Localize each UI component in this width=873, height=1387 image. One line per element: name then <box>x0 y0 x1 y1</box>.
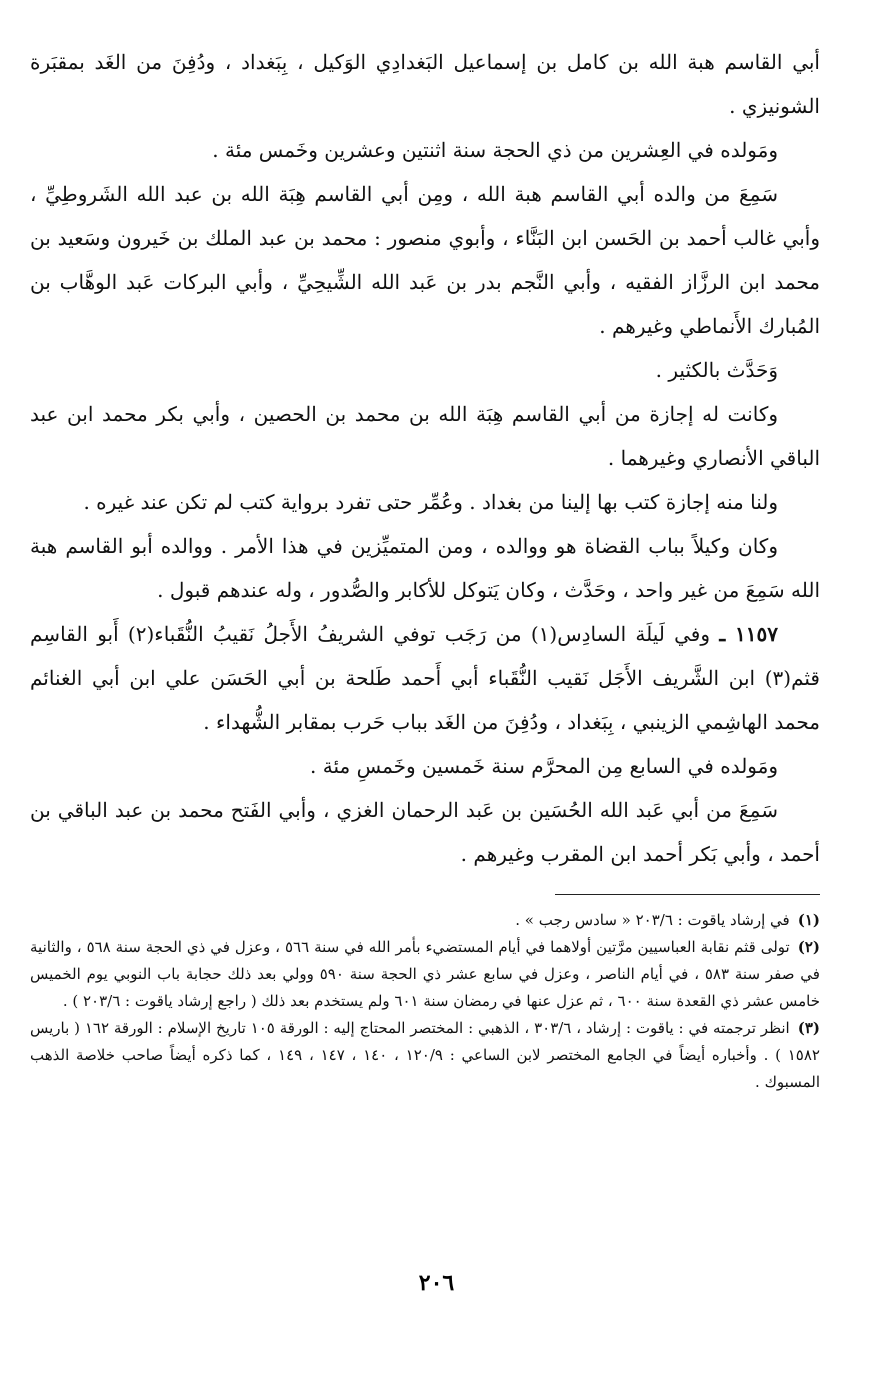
paragraph: ومَولده في السابع مِن المحرَّم سنة خَمسين وخَمسِ مئة . <box>310 754 778 778</box>
page-number: ٢٠٦ <box>418 1270 455 1295</box>
biography-entry <box>30 612 820 744</box>
footnote-label: (٣) <box>797 1019 821 1037</box>
paragraph: وكانت له إجازة من أبي القاسم هِبَة الله بن محمد بن الحصين ، وأبي بكر محمد ابن عبد الباقي الأنصاري وغيرهما . <box>30 402 820 470</box>
footnote-text: انظر ترجمته في : ياقوت : إرشاد ، ٣٠٣/٦ ، الذهبي : المختصر المحتاج إليه : الورقة ١٠٥ تاريخ الإسلام : الورقة ١٦٢ ( باريس ١٥٨٢ ) . وأخباره أيضاً في الجامع المختصر لابن الساعي : ١٢٠/٩ ، ١٤٠ ، ١٤٧ ، ١٤٩ ، كما ذكره أيضاً صاحب خلاصة الذهب المسبوك . <box>30 1019 820 1091</box>
paragraph: وَحَدَّث بالكثير . <box>655 358 778 382</box>
footnote <box>30 934 820 1015</box>
footnote-label: (٢) <box>797 938 820 956</box>
footnote <box>30 1015 820 1096</box>
paragraph: أبي القاسم هبة الله بن كامل بن إسماعيل البَغدادِي الوَكيل ، بِبَغداد ، ودُفِنَ من الغَد بمقبَرة الشونيزي . <box>30 50 820 118</box>
paragraph: ولنا منه إجازة كتب بها إلينا من بغداد . وعُمِّر حتى تفرد برواية كتب لم تكن عند غيره . <box>83 490 778 514</box>
paragraph: سَمِعَ من والده أبي القاسم هبة الله ، ومِن أبي القاسم هِبَة الله بن عبد الله الشَروطِيِّ ، وأبي غالب أحمد بن الحَسن ابن البَنَّاء ، وأبوي منصور : محمد بن عبد الملك بن خَيرون وسَعيد بن محمد ابن الرزَّاز الفقيه ، وأبي النَّجم بدر بن عَبد الله الشِّيحِيِّ ، وأبي البركات عَبد الوهَّاب بن المُبارك الأَنماطي وغيرهم . <box>30 182 820 338</box>
footnote-text: تولى قثم نقابة العباسيين مرَّتين أولاهما في أيام المستضيء بأمر الله في سنة ٥٦٦ ، وعزل في ذي الحجة سنة ٥٦٨ ، والثانية في صفر سنة ٥٨٣ ، في أيام الناصر ، وعزل في سابع عشر ذي الحجة سنة ٥٩٠ وولي بعد ذلك حجابة باب النوبي يوم الخميس خامس عشر ذي القعدة سنة ٦٠٠ ، ثم عزل عنها في رمضان سنة ٦٠١ ولم يستخدم بعد ذلك ( راجع إرشاد ياقوت : ٢٠٣/٦ ) . <box>30 938 820 1010</box>
footnote-label: (١) <box>797 911 820 929</box>
paragraph: سَمِعَ من أبي عَبد الله الحُسَين بن عَبد الرحمان الغزي ، وأبي الفَتح محمد بن عبد الباقي بن أحمد ، وأبي بَكر أحمد ابن المقرب وغيرهم . <box>30 798 820 866</box>
footnote <box>30 907 820 934</box>
book-page <box>30 40 820 1360</box>
main-text <box>30 40 820 876</box>
entry-number: ١١٥٧ ـ <box>719 622 779 646</box>
entry-text: وفي لَيلَة السادِس(١) من رَجَب توفي الشريفُ الأَجلُ نَقيبُ النُّقَباء(٢) أَبو القاسِم قثم(٣) ابن الشَّريف الأَجَل نَقيب النُّقَباء أبي أَحمد طَلحة بن أبي الحَسَن علي ابن أبي الغنائم محمد الهاشِمي الزينبي ، بِبَغداد ، ودُفِنَ من الغَد بباب حَرب بمقابر الشُّهداء . <box>30 622 820 734</box>
footnote-divider <box>555 894 820 895</box>
footnotes <box>30 907 820 1096</box>
footnote-text: في إرشاد ياقوت : ٢٠٣/٦ « سادس رجب » . <box>515 911 790 929</box>
paragraph: وكان وكيلاً بباب القضاة هو ووالده ، ومن المتميِّزين في هذا الأمر . ووالده أبو القاسم هبة الله سَمِعَ من غير واحد ، وحَدَّث ، وكان يَتوكل للأكابر والصُّدور ، وله عندهم قبول . <box>30 534 820 602</box>
paragraph: ومَولده في العِشرين من ذي الحجة سنة اثنتين وعشرين وخَمس مئة . <box>212 138 778 162</box>
